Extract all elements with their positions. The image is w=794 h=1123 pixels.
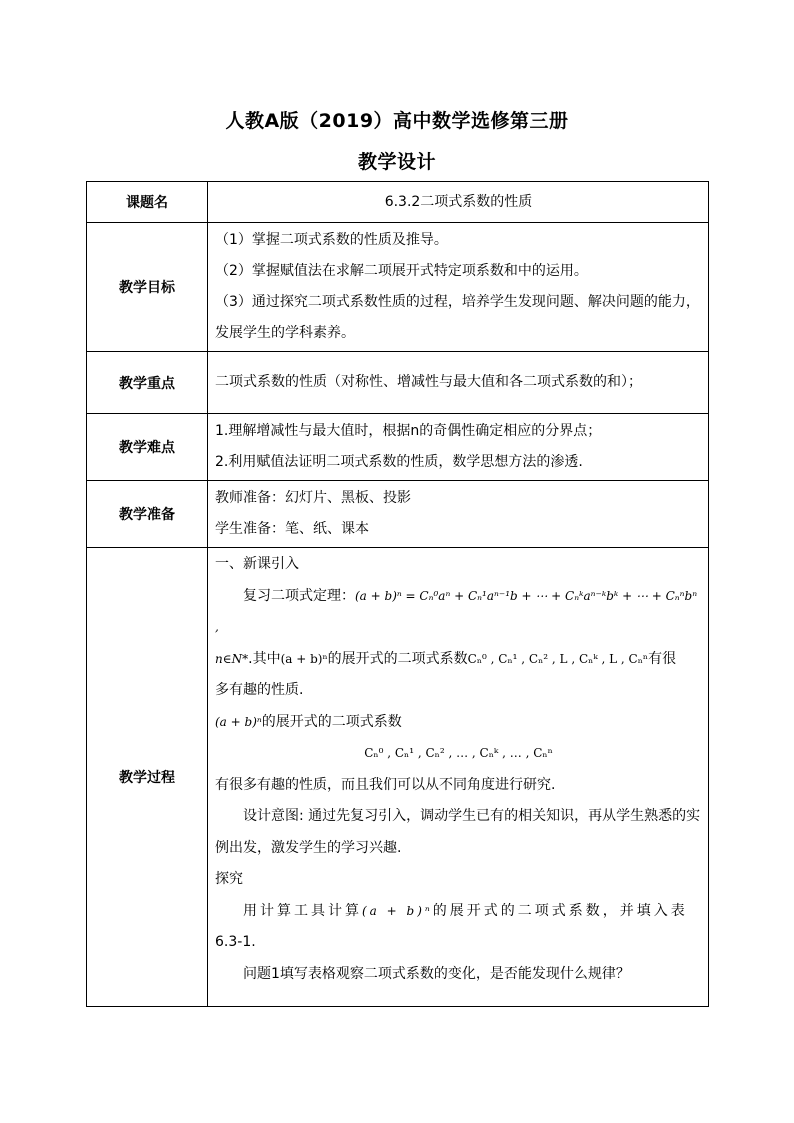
n-in-naturals: n∈N* [215,651,249,666]
document-title: 人教A版（2019）高中数学选修第三册 [225,110,569,132]
expansion-coefs: Cₙ⁰ , Cₙ¹ , Cₙ² , L , Cₙᵏ , L , Cₙⁿ [467,651,649,666]
prep-label: 教学准备 [87,481,208,548]
explore-heading: 探究 [215,871,243,887]
topic-value: 6.3.2二项式系数的性质 [208,182,709,223]
calc-end: 6.3-1. [215,934,256,950]
calc-math: (a + b)ⁿ [362,903,433,918]
difficulty-content [208,414,709,481]
calc-pre: 用计算工具计算 [243,902,362,919]
key-label: 教学重点 [87,352,208,414]
key-value: 二项式系数的性质（对称性、增减性与最大值和各二项式系数的和）； [208,352,709,414]
interesting-text: 有很多有趣的性质，而且我们可以从不同角度进行研究. [215,776,556,793]
design-intent: 设计意图: 通过先复习引入，调动学生已有的相关知识，再从学生熟悉的实例出发，激发学生的学习兴趣. [215,808,701,856]
difficulty-item: 2.利用赋值法证明二项式系数的性质，数学思想方法的渗透. [215,454,583,470]
ab-expansion-line [215,707,702,739]
table-row [87,481,709,548]
prep-item: 学生准备：笔、纸、课本 [215,521,369,537]
topic-label: 课题名 [87,182,208,223]
ab-text: 的展开式的二项式系数 [261,713,402,730]
section-heading: 一、新课引入 [215,556,299,572]
table-row [87,223,709,352]
prep-item: 教师准备：幻灯片、黑板、投影 [215,490,411,506]
coef-seq-text: Cₙ⁰ , Cₙ¹ , Cₙ² , … , Cₙᵏ , … , Cₙⁿ [364,746,553,760]
table-row [87,182,709,223]
question-1: 问题1填写表格观察二项式系数的变化，是否能发现什么规律？ [243,965,630,982]
table-row [87,352,709,414]
review-line [215,581,702,644]
table-row [87,548,709,1007]
expansion-text: 的展开式的二项式系数 [327,650,468,667]
expansion-ab: (a + b)ⁿ [280,651,328,666]
prep-content [208,481,709,548]
goals-label: 教学目标 [87,223,208,352]
review-prefix: 复习二项式定理： [243,587,355,604]
table-row [87,414,709,481]
binomial-formula: (a + b)ⁿ = Cₙ⁰aⁿ + Cₙ¹aⁿ⁻¹b + ⋯ + Cₙᵏaⁿ⁻ᵏbᵏ + ⋯ + Cₙⁿbⁿ , [215,588,698,634]
difficulty-label: 教学难点 [87,414,208,481]
interesting-line: 多有趣的性质. [215,682,304,698]
process-content [208,548,709,1007]
coefficient-sequence [215,738,702,770]
calc-line [215,896,702,928]
process-label: 教学过程 [87,548,208,1007]
goals-content [208,223,709,352]
ab-math: (a + b)ⁿ [215,714,262,729]
goal-item: （3）通过探究二项式系数性质的过程，培养学生发现问题、解决问题的能力，发展学生的学科素养。 [215,294,700,341]
expansion-mid: .其中 [248,650,281,667]
goal-item: （1）掌握二项式系数的性质及推导。 [215,232,448,248]
goal-item: （2）掌握赋值法在求解二项展开式特定项系数和中的运用。 [215,263,588,279]
lesson-plan-table [86,181,709,1007]
difficulty-item: 1.理解增减性与最大值时，根据n的奇偶性确定相应的分界点； [215,423,602,439]
calc-post: 的展开式的二项式系数，并填入表 [432,902,688,919]
document-subtitle: 教学设计 [357,151,436,173]
expansion-line [215,644,702,676]
expansion-end: 有很 [648,650,677,667]
